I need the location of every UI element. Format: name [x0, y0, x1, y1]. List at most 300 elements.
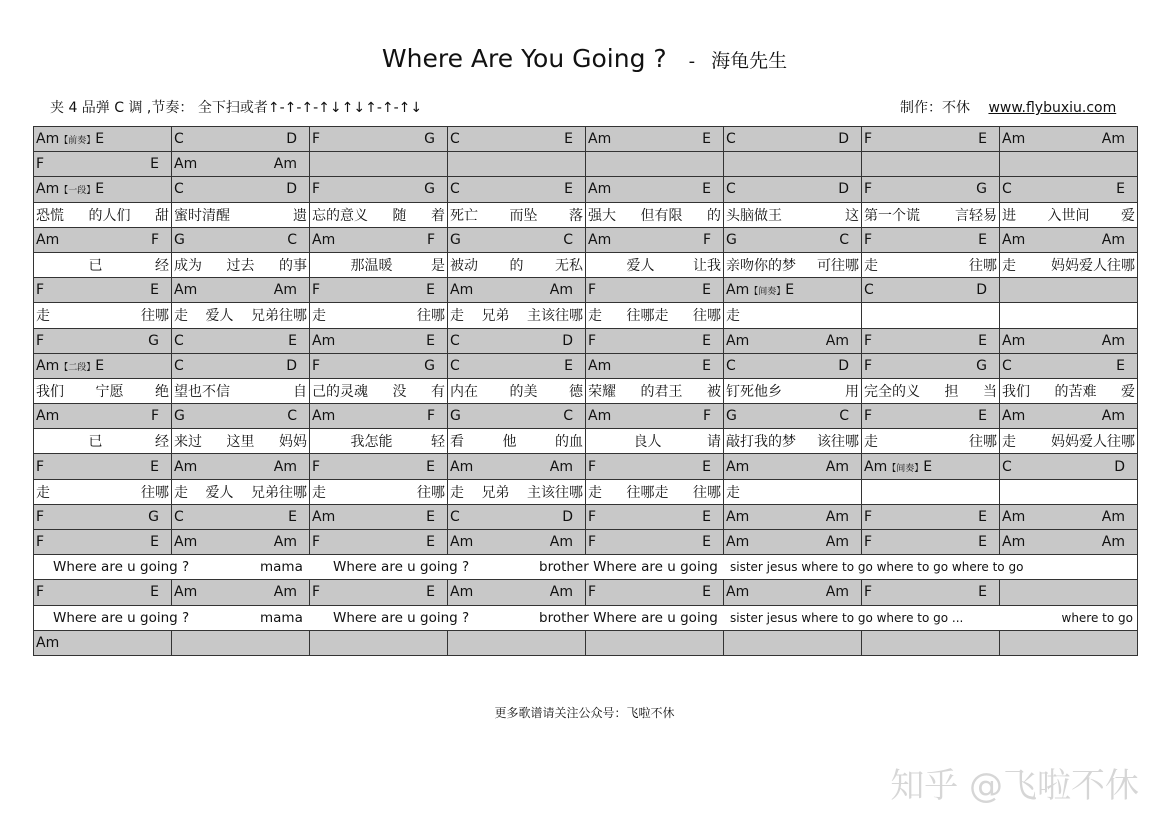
chord-name: E — [702, 508, 711, 525]
lyric-text: 良人 — [633, 434, 662, 451]
sheet-row — [34, 630, 1138, 655]
chord-name: E — [95, 357, 105, 374]
chord-cell — [724, 630, 862, 655]
chord-name: F — [864, 181, 873, 198]
lyric-text: 宁愿 — [95, 383, 124, 400]
chord-name: G — [148, 508, 159, 525]
chord-name: D — [976, 282, 987, 299]
chord-cell — [310, 353, 448, 378]
chord-cell — [862, 530, 1000, 555]
sheet-row — [34, 278, 1138, 303]
chord-cell — [34, 127, 172, 152]
lyric-text: 落 — [569, 207, 583, 224]
lyric-text: 经 — [155, 434, 169, 451]
chord-name: Am — [1002, 508, 1026, 525]
lyric-text: 随 — [392, 207, 407, 224]
chord-cell — [1000, 530, 1138, 555]
lyric-text: 走 — [36, 484, 50, 501]
chord-cell — [1000, 504, 1138, 529]
chord-name: Am — [36, 408, 60, 425]
lyric-text: 成为 — [174, 258, 202, 275]
chord-cell — [724, 177, 862, 202]
english-lyric-cell — [34, 555, 1138, 580]
chord-name: D — [1114, 458, 1125, 475]
chord-name: E — [702, 181, 711, 198]
lyric-text: 死亡 — [450, 207, 478, 224]
chord-name: G — [174, 231, 185, 248]
lyric-cell — [172, 378, 310, 403]
chord-cell — [172, 353, 310, 378]
chord-cell — [310, 504, 448, 529]
chord-cell — [172, 227, 310, 252]
chord-name: F — [312, 357, 321, 374]
lyric-cell — [172, 429, 310, 454]
lyric-cell — [310, 429, 448, 454]
sheet-row — [34, 404, 1138, 429]
chord-name: E — [426, 534, 435, 551]
lyric-text: 这 — [845, 207, 859, 224]
producer-label: 制作：不休 — [900, 100, 970, 116]
lyric-text: 没 — [392, 383, 407, 400]
chord-name: Am — [312, 508, 336, 525]
lyric-text: 但有限 — [640, 207, 683, 224]
chord-cell — [448, 127, 586, 152]
lyric-cell — [586, 252, 724, 277]
watermark: 知乎 @飞啦不休 — [890, 766, 1139, 806]
chord-name: C — [174, 508, 184, 525]
chord-name: Am — [174, 156, 198, 173]
sheet-row — [34, 429, 1138, 454]
chord-cell — [448, 353, 586, 378]
lyric-cell — [34, 303, 172, 328]
chord-name: G — [424, 357, 435, 374]
chord-name: D — [562, 508, 573, 525]
chord-name: E — [150, 458, 159, 475]
credits — [900, 97, 1116, 117]
chord-cell — [862, 152, 1000, 177]
sheet-row — [34, 580, 1138, 605]
chord-name: F — [36, 508, 45, 525]
chord-cell — [1000, 630, 1138, 655]
chord-cell — [34, 227, 172, 252]
lyric-cell — [862, 479, 1000, 504]
chord-cell — [34, 404, 172, 429]
lyric-text: 轻 — [431, 434, 445, 451]
chord-name: Am — [864, 458, 888, 475]
chord-name: C — [450, 131, 460, 148]
song-title-line — [0, 44, 1169, 73]
chord-name: F — [312, 131, 321, 148]
lyric-cell — [448, 429, 586, 454]
chord-name: Am — [1002, 534, 1026, 551]
lyric-text: 着 — [431, 207, 445, 224]
chord-name: Am — [273, 534, 297, 551]
chord-name: Am — [1002, 332, 1026, 349]
english-lyric: brother Where are u going — [539, 559, 718, 576]
chord-name: Am — [273, 156, 297, 173]
chord-cell — [310, 328, 448, 353]
chord-name: G — [726, 231, 737, 248]
lyric-text: 他 — [502, 434, 517, 451]
chord-cell — [862, 454, 1000, 479]
chord-name: E — [702, 458, 711, 475]
sheet-row — [34, 202, 1138, 227]
chord-name: E — [978, 231, 987, 248]
chord-name: E — [426, 458, 435, 475]
chord-name: F — [864, 131, 873, 148]
lyric-text: 走 — [174, 484, 188, 501]
lyric-cell — [1000, 378, 1138, 403]
lyric-text: 爱人 — [205, 308, 234, 325]
lyric-text: 敲打我的梦 — [726, 434, 796, 451]
chord-name: Am — [450, 534, 474, 551]
lyric-text: 爱人 — [626, 258, 655, 275]
website-link[interactable]: www.flybuxiu.com — [988, 100, 1117, 116]
chord-name: Am — [36, 231, 60, 248]
lyric-cell — [586, 202, 724, 227]
chord-name: G — [424, 131, 435, 148]
lyric-text: 的 — [509, 258, 524, 275]
chord-cell — [586, 152, 724, 177]
chord-name: C — [174, 332, 184, 349]
lyric-text: 德 — [569, 383, 583, 400]
chord-cell — [862, 127, 1000, 152]
sheet-row — [34, 353, 1138, 378]
lyric-cell — [724, 479, 862, 504]
sheet-row — [34, 605, 1138, 630]
chord-name: E — [978, 534, 987, 551]
chord-name: F — [702, 408, 711, 425]
chord-name: Am — [825, 458, 849, 475]
chord-name: E — [1116, 181, 1125, 198]
lyric-text: 主该往哪 — [527, 484, 583, 501]
lyric-cell — [862, 252, 1000, 277]
chord-name: C — [450, 332, 460, 349]
chord-cell — [448, 530, 586, 555]
chord-name: F — [864, 231, 873, 248]
sheet-row — [34, 555, 1138, 580]
chord-name: Am — [1002, 131, 1026, 148]
lyric-text: 的君王 — [640, 383, 683, 400]
chord-name: C — [450, 181, 460, 198]
chord-name: E — [702, 131, 711, 148]
chord-cell — [586, 278, 724, 303]
chord-name: G — [174, 408, 185, 425]
lyric-cell — [724, 429, 862, 454]
song-title: Where Are You Going ? — [381, 44, 667, 73]
chord-name: Am — [174, 534, 198, 551]
lyric-text: 的美 — [509, 383, 538, 400]
chord-name: E — [95, 131, 105, 148]
chord-name: F — [150, 408, 159, 425]
lyric-text: 兄弟 — [481, 484, 510, 501]
lyric-text: 走 — [588, 308, 602, 325]
sheet-row — [34, 152, 1138, 177]
lyric-text: 当 — [983, 383, 997, 400]
chord-cell — [586, 177, 724, 202]
chord-name: F — [864, 534, 873, 551]
lyric-text: 经 — [155, 258, 169, 275]
chord-cell — [1000, 580, 1138, 605]
lyric-text: 往哪 — [969, 434, 997, 451]
lyric-text: 妈妈爱人往哪 — [1051, 258, 1135, 275]
lyric-text: 的事 — [279, 258, 307, 275]
lyric-text: 甜 — [155, 207, 169, 224]
chord-name: F — [864, 332, 873, 349]
lyric-cell — [310, 479, 448, 504]
chord-name: E — [702, 332, 711, 349]
chord-name: Am — [1101, 534, 1125, 551]
chord-name: F — [426, 408, 435, 425]
chord-cell — [448, 504, 586, 529]
chord-name: Am — [36, 181, 60, 198]
chord-cell — [172, 328, 310, 353]
lyric-cell — [448, 252, 586, 277]
chord-name: F — [36, 282, 45, 299]
chord-cell — [1000, 404, 1138, 429]
english-lyric-tail: where to go — [1061, 610, 1133, 625]
lyric-text: 走 — [726, 308, 740, 325]
lyric-text: 已 — [88, 258, 103, 275]
chord-cell — [448, 404, 586, 429]
lyric-cell — [448, 479, 586, 504]
chord-name: E — [1116, 357, 1125, 374]
chord-cell — [448, 454, 586, 479]
chord-name: F — [36, 584, 45, 601]
english-lyric: Where are u going ? — [333, 559, 470, 576]
lyric-text: 往哪 — [693, 308, 721, 325]
lyric-text: 看 — [450, 434, 464, 451]
chord-name: D — [838, 181, 849, 198]
chord-name: F — [36, 156, 45, 173]
chord-name: C — [450, 357, 460, 374]
lyric-text: 走 — [588, 484, 602, 501]
chord-name: D — [838, 131, 849, 148]
chord-name: D — [562, 332, 573, 349]
chord-name: Am — [36, 357, 60, 374]
chord-name: D — [286, 181, 297, 198]
lyric-text: 妈妈 — [279, 434, 307, 451]
chord-name: Am — [825, 332, 849, 349]
chord-cell — [724, 353, 862, 378]
lyric-text: 往哪 — [693, 484, 721, 501]
chord-name: C — [864, 282, 874, 299]
lyric-text: 该往哪 — [817, 434, 859, 451]
chord-cell — [862, 227, 1000, 252]
lyric-text: 请 — [707, 434, 721, 451]
english-lyric-small: sister jesus where to go where to go ... — [730, 610, 964, 625]
chord-name: C — [726, 357, 736, 374]
lyric-text: 第一个谎 — [864, 207, 920, 224]
chord-name: E — [426, 508, 435, 525]
lyric-text: 主该往哪 — [527, 308, 583, 325]
chord-cell — [34, 278, 172, 303]
chord-with-tag — [36, 358, 104, 374]
sheet-row — [34, 303, 1138, 328]
lyric-cell — [310, 252, 448, 277]
chord-name: E — [702, 357, 711, 374]
chord-name: D — [838, 357, 849, 374]
chord-cell — [310, 580, 448, 605]
chord-name: Am — [1101, 131, 1125, 148]
chord-name: Am — [588, 231, 612, 248]
chord-name: Am — [726, 282, 750, 299]
lyric-text: 走 — [1002, 434, 1016, 451]
chord-name: G — [148, 332, 159, 349]
lyric-text: 走 — [312, 308, 326, 325]
chord-name: G — [976, 357, 987, 374]
lyric-text: 用 — [845, 383, 859, 400]
sheet-row — [34, 504, 1138, 529]
chord-name: Am — [273, 282, 297, 299]
lyric-text: 往哪走 — [626, 308, 669, 325]
lyric-text: 进 — [1002, 207, 1016, 224]
chord-cell — [724, 454, 862, 479]
lyric-cell — [862, 429, 1000, 454]
chord-name: F — [588, 332, 597, 349]
chord-cell — [724, 127, 862, 152]
lyric-text: 这里 — [226, 434, 255, 451]
sheet-row — [34, 378, 1138, 403]
lyric-cell — [1000, 202, 1138, 227]
chord-cell — [310, 152, 448, 177]
sheet-row — [34, 530, 1138, 555]
chord-cell — [448, 630, 586, 655]
chord-cell — [724, 328, 862, 353]
chord-cell — [310, 404, 448, 429]
chord-name: E — [564, 181, 573, 198]
chord-name: F — [312, 458, 321, 475]
chord-cell — [724, 278, 862, 303]
lyric-cell — [1000, 252, 1138, 277]
lyric-text: 入世间 — [1047, 207, 1090, 224]
lyric-cell — [724, 378, 862, 403]
english-lyric: mama — [260, 609, 303, 626]
chord-name: E — [702, 584, 711, 601]
chord-cell — [586, 530, 724, 555]
chord-with-tag — [726, 282, 794, 298]
chord-cell — [724, 152, 862, 177]
chord-cell — [586, 353, 724, 378]
chord-name: F — [312, 534, 321, 551]
chord-cell — [34, 353, 172, 378]
chord-cell — [34, 504, 172, 529]
chord-cell — [172, 404, 310, 429]
chord-name: E — [978, 408, 987, 425]
lyric-text: 兄弟往哪 — [251, 308, 307, 325]
lyric-text: 荣耀 — [588, 383, 616, 400]
lyric-text: 可往哪 — [817, 258, 859, 275]
lyric-cell — [34, 202, 172, 227]
chord-cell — [310, 630, 448, 655]
lyric-cell — [34, 429, 172, 454]
chord-cell — [586, 454, 724, 479]
chord-cell — [34, 328, 172, 353]
chord-name: C — [563, 231, 573, 248]
chord-name: G — [424, 181, 435, 198]
lyric-text: 爱人 — [205, 484, 234, 501]
chord-name: F — [150, 231, 159, 248]
lyric-text: 往哪 — [417, 484, 445, 501]
lyric-text: 兄弟往哪 — [251, 484, 307, 501]
chord-cell — [448, 177, 586, 202]
chord-name: Am — [1101, 332, 1125, 349]
chord-name: Am — [726, 508, 750, 525]
chord-name: F — [588, 282, 597, 299]
lyric-cell — [586, 378, 724, 403]
lyric-cell — [172, 252, 310, 277]
chord-name: E — [150, 282, 159, 299]
chord-name: Am — [1002, 231, 1026, 248]
chord-cell — [172, 580, 310, 605]
chord-name: Am — [588, 408, 612, 425]
lyric-cell — [724, 303, 862, 328]
lyric-text: 来过 — [174, 434, 202, 451]
chord-name: Am — [588, 357, 612, 374]
lyric-cell — [1000, 303, 1138, 328]
chord-cell — [310, 278, 448, 303]
chord-name: Am — [588, 131, 612, 148]
lyric-text: 而坠 — [509, 207, 538, 224]
section-tag: 【间奏】 — [749, 287, 786, 298]
footer-note: 更多歌谱请关注公众号：飞啦不休 — [494, 706, 675, 720]
lyric-text: 走 — [450, 484, 464, 501]
chord-name: F — [864, 584, 873, 601]
chord-name: F — [588, 584, 597, 601]
chord-cell — [34, 530, 172, 555]
chord-cell — [1000, 278, 1138, 303]
lyric-text: 让我 — [693, 258, 721, 275]
lyric-text: 有 — [431, 383, 445, 400]
english-lyric-cell — [34, 605, 1138, 630]
lyric-text: 蜜时清醒 — [174, 207, 230, 224]
chord-cell — [1000, 227, 1138, 252]
chord-cell — [310, 127, 448, 152]
chord-name: C — [839, 408, 849, 425]
chord-name: C — [839, 231, 849, 248]
lyric-cell — [586, 429, 724, 454]
lyric-text: 的血 — [555, 434, 583, 451]
chord-name: Am — [312, 231, 336, 248]
chord-name: E — [150, 156, 159, 173]
sheet-row — [34, 177, 1138, 202]
chord-cell — [1000, 177, 1138, 202]
chord-name: D — [286, 131, 297, 148]
lyric-text: 头脑做王 — [726, 207, 782, 224]
chord-name: Am — [549, 282, 573, 299]
chord-name: Am — [549, 458, 573, 475]
chord-name: F — [36, 534, 45, 551]
chord-name: C — [287, 231, 297, 248]
lyric-cell — [34, 252, 172, 277]
chord-name: E — [288, 332, 297, 349]
chord-name: E — [426, 282, 435, 299]
lyric-text: 走 — [1002, 258, 1016, 275]
lyric-text: 内在 — [450, 383, 478, 400]
lyric-cell — [448, 378, 586, 403]
chord-name: Am — [1101, 231, 1125, 248]
section-tag: 【二段】 — [59, 362, 96, 373]
chord-name: D — [286, 357, 297, 374]
lyric-text: 遗 — [293, 207, 307, 224]
chord-name: F — [312, 282, 321, 299]
chord-name: Am — [174, 282, 198, 299]
chord-cell — [34, 580, 172, 605]
lyric-text: 我们 — [36, 383, 64, 400]
chord-name: Am — [312, 408, 336, 425]
lyric-cell — [172, 479, 310, 504]
lyric-text: 走 — [726, 484, 740, 501]
